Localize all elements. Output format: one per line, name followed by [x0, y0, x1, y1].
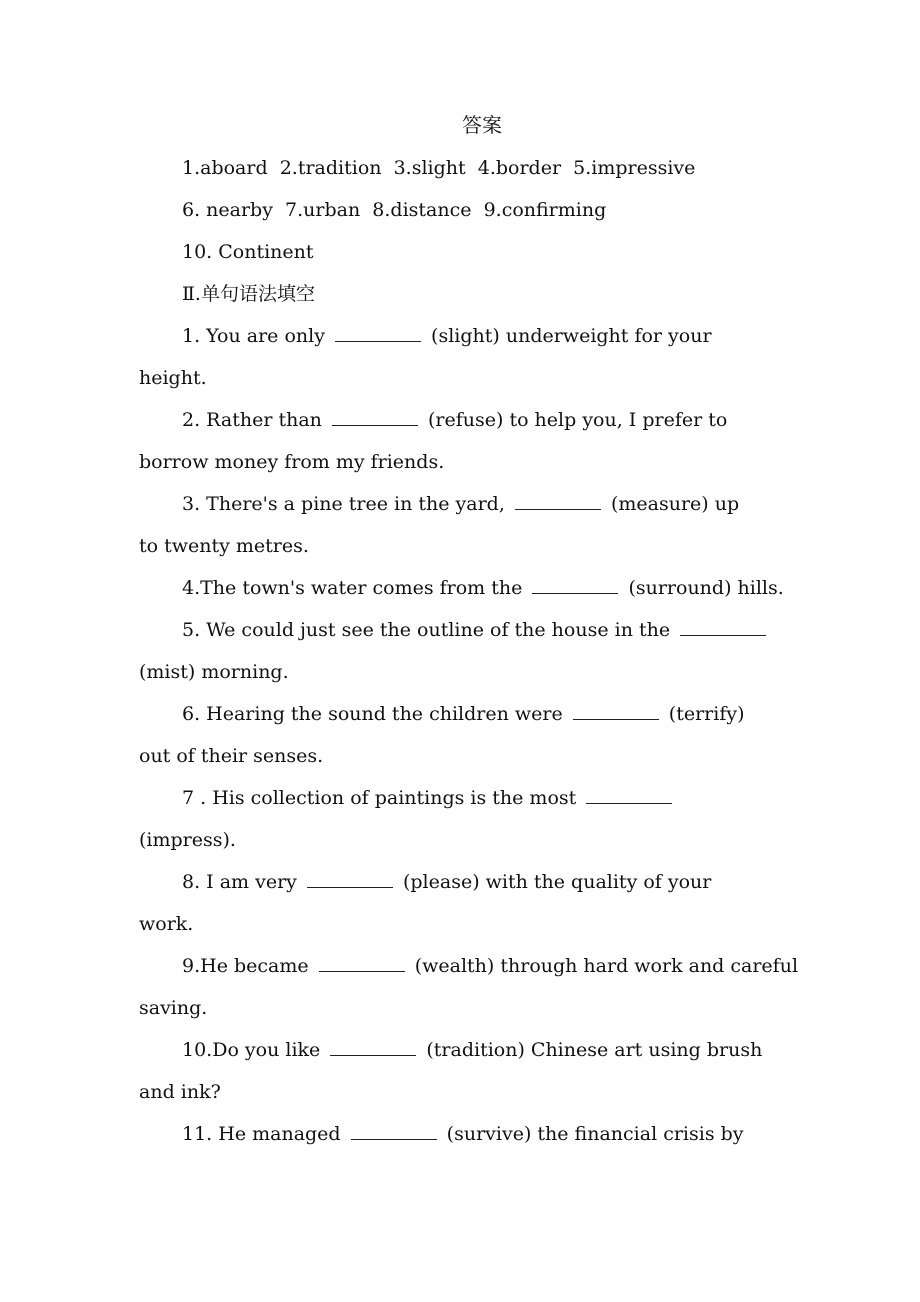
exercise-item-3: [0, 488, 920, 520]
item-text: (tradition) Chinese art using brush: [420, 1039, 763, 1061]
item-text: 5. We could just see the outline of the house in the: [182, 619, 677, 641]
exercise-item-10-continuation: and ink?: [139, 1081, 221, 1103]
item-text: (surround) hills.: [622, 577, 784, 599]
answer-blank[interactable]: [573, 699, 659, 720]
item-text: (survive) the financial crisis by: [440, 1123, 744, 1145]
exercise-item-7: [0, 782, 920, 814]
answer-blank[interactable]: [319, 951, 405, 972]
exercise-item-6-continuation: out of their senses.: [139, 745, 324, 767]
exercise-item-8-continuation: work.: [139, 913, 194, 935]
answer-blank[interactable]: [515, 489, 601, 510]
item-text: (refuse) to help you, I prefer to: [421, 409, 728, 431]
exercise-item-7-continuation: (impress).: [139, 829, 236, 851]
exercise-item-2-continuation: borrow money from my friends.: [139, 451, 445, 473]
section-heading: Ⅱ.单句语法填空: [182, 283, 315, 305]
answer-blank[interactable]: [335, 321, 421, 342]
exercise-item-2: [0, 404, 920, 436]
answer-blank[interactable]: [680, 615, 766, 636]
answer-blank[interactable]: [332, 405, 418, 426]
answer-line-3: 10. Continent: [182, 241, 314, 263]
exercise-item-9: [0, 950, 920, 982]
answer-blank[interactable]: [330, 1035, 416, 1056]
item-text: (measure) up: [604, 493, 740, 515]
answer-line-1: 1.aboard 2.tradition 3.slight 4.border 5.impressive: [182, 157, 696, 179]
item-text: 9.He became: [182, 955, 315, 977]
exercise-item-4: [0, 572, 920, 604]
item-text: 10.Do you like: [182, 1039, 327, 1061]
exercise-item-3-continuation: to twenty metres.: [139, 535, 309, 557]
item-text: 6. Hearing the sound the children were: [182, 703, 569, 725]
exercise-item-11: [0, 1118, 920, 1150]
answer-line-2: 6. nearby 7.urban 8.distance 9.confirming: [182, 199, 607, 221]
item-text: (terrify): [662, 703, 745, 725]
item-text: 4.The town's water comes from the: [182, 577, 529, 599]
exercise-item-9-continuation: saving.: [139, 997, 208, 1019]
exercise-item-6: [0, 698, 920, 730]
page-title: 答案: [462, 113, 502, 137]
item-text: (slight) underweight for your: [425, 325, 712, 347]
item-text: 11. He managed: [182, 1123, 347, 1145]
item-text: (wealth) through hard work and careful: [408, 955, 799, 977]
item-text: 2. Rather than: [182, 409, 328, 431]
exercise-item-1-continuation: height.: [139, 367, 207, 389]
exercise-item-5: [0, 614, 920, 646]
exercise-item-5-continuation: (mist) morning.: [139, 661, 289, 683]
answer-blank[interactable]: [307, 867, 393, 888]
item-text: 3. There's a pine tree in the yard,: [182, 493, 511, 515]
exercise-item-8: [0, 866, 920, 898]
item-text: 7 . His collection of paintings is the most: [182, 787, 583, 809]
item-text: 8. I am very: [182, 871, 303, 893]
item-text: (please) with the quality of your: [396, 871, 712, 893]
answer-blank[interactable]: [586, 783, 672, 804]
item-text: 1. You are only: [182, 325, 331, 347]
exercise-item-10: [0, 1034, 920, 1066]
answer-blank[interactable]: [351, 1119, 437, 1140]
exercise-item-1: [0, 320, 920, 352]
answer-blank[interactable]: [532, 573, 618, 594]
